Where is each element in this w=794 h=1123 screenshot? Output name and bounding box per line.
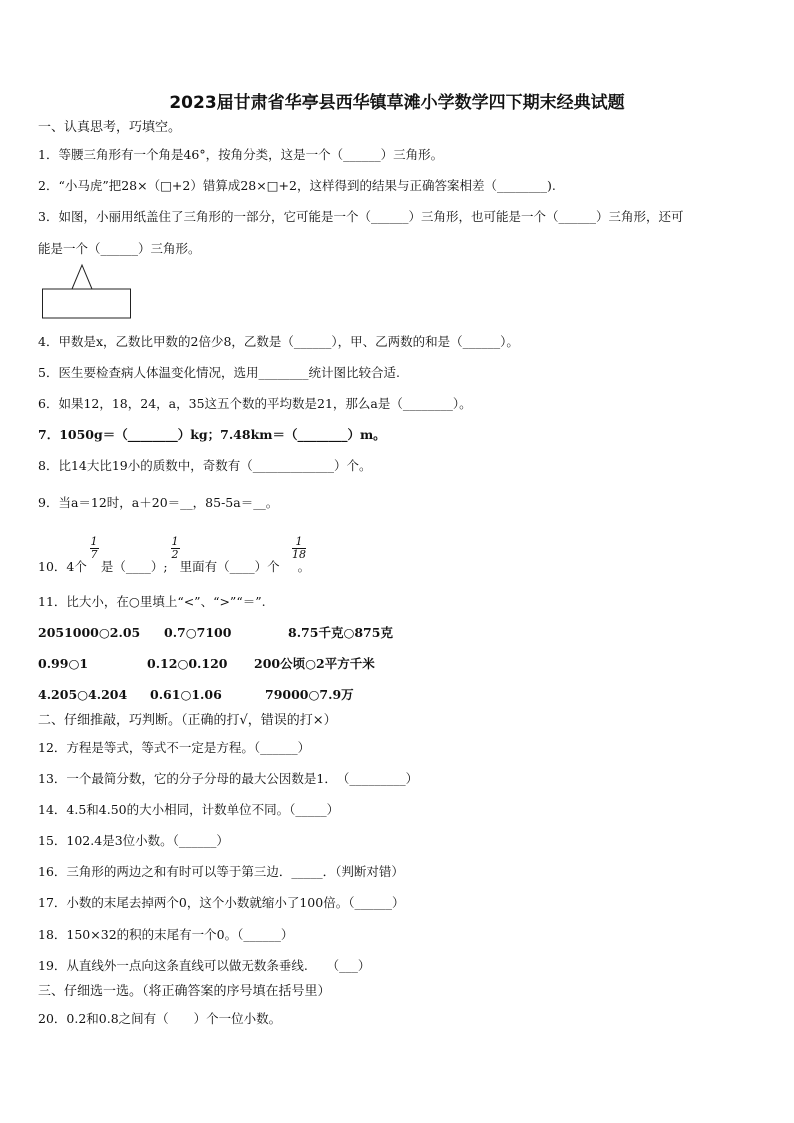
question-10-part-2: 里面有（____）个	[179, 559, 280, 574]
question-18: 18．150×32的积的末尾有一个0。（______）	[38, 927, 294, 942]
section-heading-2: 二、仔细推敲，巧判断。（正确的打√，错误的打×）	[38, 713, 337, 728]
question-8: 8．比14大比19小的质数中，奇数有（_____________）个。	[38, 458, 372, 473]
fraction-one-half	[168, 536, 182, 561]
compare-cell: 4.205○4.204	[38, 687, 128, 702]
fraction-denominator: 18	[292, 548, 306, 561]
question-20: 20．0.2和0.8之间有（ ）个一位小数。	[38, 1011, 282, 1026]
section-heading-1: 一、认真思考，巧填空。	[38, 120, 182, 135]
question-10: 10．4个 是（____）; 里面有（____）个 。	[38, 559, 311, 574]
covered-triangle-figure	[42, 263, 132, 319]
page-title: 2023届甘肃省华亭县西华镇草滩小学数学四下期末经典试题	[169, 93, 625, 113]
fraction-denominator: 7	[90, 548, 98, 561]
question-10-part-1: 是（____）	[100, 559, 164, 574]
question-2: 2．“小马虎”把28×（□+2）错算成28×□+2，这样得到的结果与正确答案相差（________).	[38, 178, 556, 193]
question-7: 7．1050g＝（________）kg；7.48km＝（________）m。	[38, 427, 386, 442]
fraction-numerator: 1	[295, 535, 303, 548]
fraction-numerator: 1	[90, 535, 98, 548]
question-12: 12．方程是等式，等式不一定是方程。（______）	[38, 740, 311, 755]
question-1: 1．等腰三角形有一个角是46°，按角分类，这是一个（______）三角形。	[38, 147, 444, 162]
compare-cell: 0.99○1	[38, 656, 89, 671]
compare-cell: 8.75千克○875克	[288, 625, 393, 640]
question-15: 15．102.4是3位小数。（______）	[38, 833, 229, 848]
compare-cell: 200公顷○2平方千米	[254, 656, 375, 671]
compare-cell: 0.61○1.06	[150, 687, 222, 702]
question-3-line-2: 能是一个（______）三角形。	[38, 241, 201, 256]
question-3-line-1: 3．如图，小丽用纸盖住了三角形的一部分，它可能是一个（______）三角形，也可能是一个（______）三角形，还可	[38, 209, 684, 224]
fraction-denominator: 2	[171, 548, 179, 561]
question-10-prefix: 10．4个	[38, 559, 87, 574]
question-17: 17．小数的末尾去掉两个0，这个小数就缩小了100倍。（______）	[38, 895, 405, 910]
question-16: 16．三角形的两边之和有时可以等于第三边．_____．（判断对错）	[38, 864, 404, 879]
compare-cell: 2051000○2.05	[38, 625, 141, 640]
question-13: 13．一个最简分数，它的分子分母的最大公因数是1． （_________）	[38, 771, 419, 786]
question-4: 4．甲数是x，乙数比甲数的2倍少8，乙数是（______），甲、乙两数的和是（______）。	[38, 334, 519, 349]
section-heading-3: 三、仔细选一选。（将正确答案的序号填在括号里）	[38, 984, 331, 999]
question-14: 14．4.5和4.50的大小相同，计数单位不同。（_____）	[38, 802, 340, 817]
fraction-one-seventh	[87, 536, 101, 561]
compare-cell: 0.12○0.120	[147, 656, 228, 671]
question-10-suffix: 。	[297, 559, 311, 574]
question-5: 5．医生要检查病人体温变化情况，选用________统计图比较合适.	[38, 365, 400, 380]
question-19: 19．从直线外一点向这条直线可以做无数条垂线. （___）	[38, 958, 371, 973]
fraction-one-eighteenth	[290, 536, 308, 561]
compare-cell: 0.7○7100	[164, 625, 232, 640]
question-6: 6．如果12，18，24，a，35这五个数的平均数是21，那么a是（________）。	[38, 396, 472, 411]
question-9: 9．当a＝12时，a＋20＝__，85-5a＝__。	[38, 495, 279, 510]
fraction-numerator: 1	[171, 535, 179, 548]
question-11: 11．比大小，在○里填上“<”、“>”“＝”.	[38, 594, 266, 609]
compare-cell: 79000○7.9万	[265, 687, 354, 702]
